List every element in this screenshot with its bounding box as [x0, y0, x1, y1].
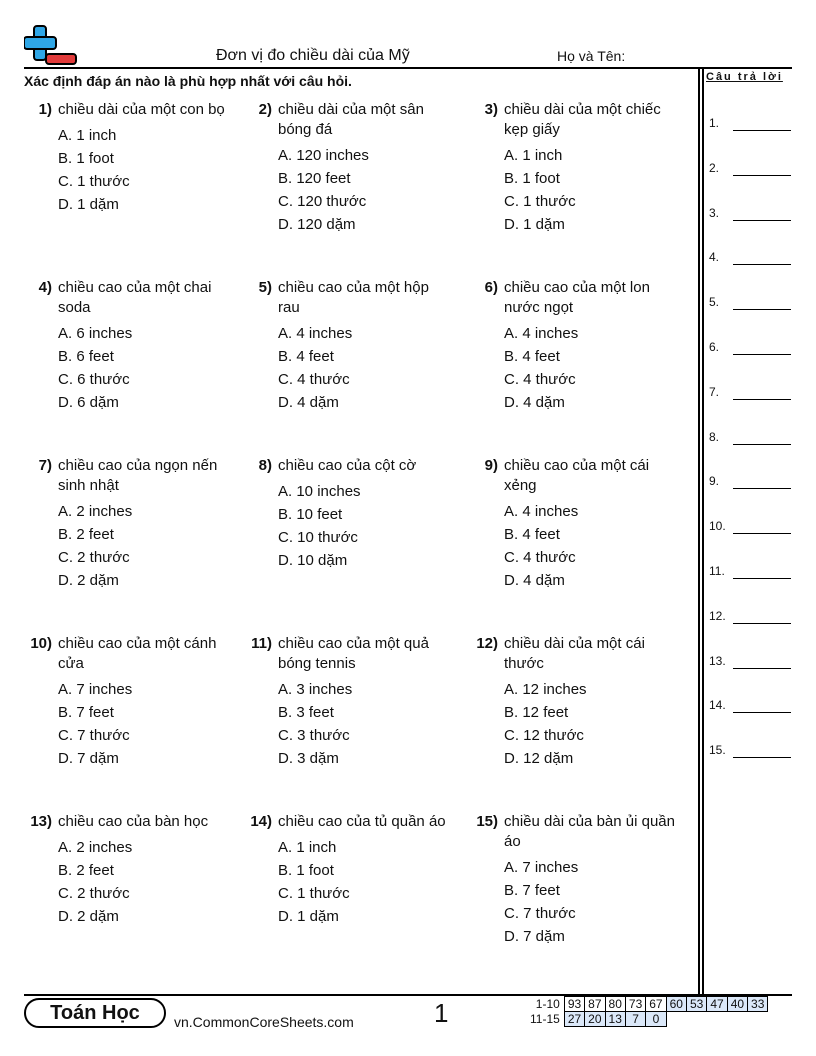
answer-option: D. 12 dặm [504, 750, 574, 767]
answer-option: A. 7 inches [58, 681, 133, 698]
answer-option: D. 6 dặm [58, 394, 119, 411]
score-range-label: 11-15 [530, 1012, 560, 1026]
answer-option: B. 120 feet [278, 170, 351, 187]
question-number: 8) [258, 457, 272, 474]
answer-number: 15. [709, 743, 726, 758]
header-rule [24, 67, 792, 69]
answer-option: B. 3 feet [278, 704, 334, 721]
question-stem: chiều cao của một lon nước ngọt [504, 279, 650, 316]
answer-blank[interactable] [733, 712, 791, 713]
answer-number: 7. [709, 384, 720, 399]
answer-number: 11. [709, 564, 725, 578]
answer-option: D. 4 dặm [504, 572, 565, 589]
question-7 [24, 456, 234, 591]
question-number: 13) [30, 813, 52, 830]
score-cell: 80 [605, 997, 625, 1012]
score-table [527, 996, 768, 1027]
site-url: vn.CommonCoreSheets.com [174, 1014, 354, 1030]
answer-number: 10. [709, 519, 726, 534]
answer-option: B. 4 feet [278, 348, 334, 365]
answer-option: D. 1 dặm [278, 908, 339, 925]
answer-option: A. 120 inches [278, 147, 369, 164]
page-number: 1 [434, 998, 449, 1028]
answer-blank[interactable] [733, 444, 791, 445]
answer-number: 14. [709, 698, 726, 713]
brand-badge: Toán Học [24, 998, 166, 1028]
answer-option: B. 7 feet [58, 704, 114, 721]
question-stem: chiều cao của cột cờ [278, 457, 417, 474]
question-stem: chiều dài của bàn ủi quần áo [504, 813, 675, 850]
question-stem: chiều cao của tủ quần áo [278, 813, 446, 830]
answer-number: 6. [709, 340, 720, 354]
answer-option: B. 2 feet [58, 526, 114, 543]
answer-blank[interactable] [733, 488, 791, 489]
answer-option: C. 12 thước [504, 727, 584, 744]
question-stem: chiều dài của một chiếc kẹp giấy [504, 101, 661, 138]
question-number: 6) [484, 279, 498, 296]
question-number: 10) [30, 635, 52, 652]
score-cell: 27 [564, 1012, 584, 1027]
answer-number: 9. [709, 474, 720, 489]
answer-option: C. 7 thước [58, 727, 130, 744]
question-stem: chiều cao của một hộp rau [278, 279, 429, 316]
question-stem: chiều cao của ngọn nến sinh nhật [58, 457, 218, 494]
answer-option: C. 4 thước [504, 549, 576, 566]
answer-number: 3. [709, 205, 720, 220]
answer-option: D. 4 dặm [278, 394, 339, 411]
answer-option: C. 4 thước [504, 371, 576, 388]
answer-option: A. 4 inches [504, 503, 579, 520]
answer-option: B. 6 feet [58, 348, 114, 365]
question-number: 2) [258, 101, 272, 118]
question-10 [24, 634, 234, 769]
question-number: 9) [484, 457, 498, 474]
answer-option: D. 10 dặm [278, 552, 348, 569]
score-cell: 87 [585, 997, 605, 1012]
score-row [527, 1012, 768, 1027]
answer-option: A. 2 inches [58, 503, 133, 520]
score-cell: 40 [727, 997, 747, 1012]
answer-blank[interactable] [733, 309, 791, 310]
question-6 [470, 278, 680, 413]
answer-option: D. 4 dặm [504, 394, 565, 411]
worksheet-title: Đơn vị đo chiều dài của Mỹ [216, 47, 410, 64]
answer-number: 4. [709, 250, 720, 265]
question-stem: chiều cao của một cánh cửa [58, 635, 217, 672]
question-stem: chiều cao của một chai soda [58, 279, 212, 316]
question-stem: chiều dài của một sân bóng đá [278, 101, 424, 138]
question-number: 14) [250, 813, 272, 830]
question-number: 4) [38, 279, 52, 296]
answer-blank[interactable] [733, 757, 791, 758]
answer-number: 1. [709, 116, 720, 130]
answer-option: A. 3 inches [278, 681, 353, 698]
answer-column-divider [702, 68, 704, 1012]
answer-option: C. 4 thước [278, 371, 350, 388]
answer-option: B. 10 feet [278, 506, 343, 523]
answer-column-header: Câu trả lời [706, 71, 783, 83]
score-cell: 20 [585, 1012, 605, 1027]
score-row [527, 997, 768, 1012]
question-number: 5) [258, 279, 272, 296]
answer-blank[interactable] [733, 399, 791, 400]
answer-option: D. 1 dặm [58, 196, 119, 213]
question-number: 11) [251, 635, 272, 652]
question-11 [244, 634, 454, 769]
question-8 [244, 456, 454, 571]
answer-number: 12. [709, 608, 726, 623]
answer-option: D. 2 dặm [58, 908, 119, 925]
score-cell: 93 [564, 997, 584, 1012]
question-number: 7) [38, 457, 52, 474]
score-cell: 60 [666, 997, 686, 1012]
question-number: 1) [38, 101, 52, 118]
score-cell: 0 [646, 1012, 666, 1027]
answer-option: B. 1 foot [58, 150, 114, 167]
answer-option: A. 4 inches [504, 325, 579, 342]
answer-option: D. 1 dặm [504, 216, 565, 233]
answer-option: C. 10 thước [278, 529, 358, 546]
score-cell: 13 [605, 1012, 625, 1027]
answer-option: C. 1 thước [58, 173, 130, 190]
answer-option: C. 2 thước [58, 549, 130, 566]
answer-number: 8. [709, 429, 720, 444]
answer-option: B. 4 feet [504, 348, 560, 365]
answer-option: B. 7 feet [504, 882, 560, 899]
answer-number: 5. [709, 295, 720, 310]
answer-option: D. 120 dặm [278, 216, 356, 233]
answer-number: 2. [709, 160, 720, 175]
answer-option: C. 1 thước [504, 193, 576, 210]
answer-option: C. 7 thước [504, 905, 576, 922]
answer-option: B. 1 foot [278, 862, 334, 879]
question-15 [470, 812, 680, 947]
answer-option: B. 4 feet [504, 526, 560, 543]
question-14 [244, 812, 454, 927]
answer-blank[interactable] [733, 264, 791, 265]
answer-option: D. 3 dặm [278, 750, 339, 767]
score-cell: 67 [646, 997, 666, 1012]
answer-option: A. 7 inches [504, 859, 579, 876]
score-range-label: 1-10 [535, 997, 560, 1011]
answer-column-divider [698, 68, 700, 1012]
question-stem: chiều cao của bàn học [58, 813, 209, 830]
question-stem: chiều dài của một cái thước [504, 635, 645, 672]
question-9 [470, 456, 680, 591]
answer-blank[interactable] [733, 533, 791, 534]
question-stem: chiều cao của một quả bóng tennis [278, 635, 429, 672]
answer-option: C. 120 thước [278, 193, 367, 210]
question-3 [470, 100, 680, 235]
answer-option: B. 12 feet [504, 704, 569, 721]
score-cell: 33 [748, 997, 768, 1012]
answer-blank[interactable] [733, 668, 791, 669]
answer-number: 13. [709, 653, 726, 668]
answer-option: A. 1 inch [58, 127, 117, 144]
answer-option: D. 2 dặm [58, 572, 119, 589]
answer-option: B. 2 feet [58, 862, 114, 879]
answer-option: A. 2 inches [58, 839, 133, 856]
question-12 [470, 634, 680, 769]
answer-option: C. 3 thước [278, 727, 350, 744]
answer-option: A. 12 inches [504, 681, 587, 698]
instructions: Xác định đáp án nào là phù hợp nhất với câu hỏi. [24, 73, 352, 89]
question-13 [24, 812, 234, 927]
answer-option: A. 4 inches [278, 325, 353, 342]
answer-option: B. 1 foot [504, 170, 560, 187]
score-cell: 7 [625, 1012, 645, 1027]
question-1 [24, 100, 234, 215]
question-2 [244, 100, 454, 235]
answer-option: C. 2 thước [58, 885, 130, 902]
question-5 [244, 278, 454, 413]
answer-option: D. 7 dặm [58, 750, 119, 767]
answer-option: C. 1 thước [278, 885, 350, 902]
question-number: 3) [484, 101, 498, 118]
answer-option: C. 6 thước [58, 371, 130, 388]
answer-blank[interactable] [733, 354, 791, 355]
answer-blank[interactable] [733, 130, 791, 131]
question-4 [24, 278, 234, 413]
answer-option: D. 7 dặm [504, 928, 565, 945]
question-number: 12) [476, 635, 498, 652]
answer-option: A. 6 inches [58, 325, 133, 342]
name-field-label: Họ và Tên: [557, 48, 626, 64]
score-cell: 53 [686, 997, 706, 1012]
answer-option: A. 10 inches [278, 483, 361, 500]
question-stem: chiều cao của một cái xẻng [504, 457, 650, 494]
answer-blank[interactable] [733, 220, 791, 221]
math-logo-icon [24, 24, 78, 68]
score-cell: 73 [625, 997, 645, 1012]
question-stem: chiều dài của một con bọ [58, 101, 225, 118]
answer-option: A. 1 inch [504, 147, 563, 164]
answer-blank[interactable] [733, 623, 791, 624]
answer-blank[interactable] [733, 175, 791, 176]
score-cell: 47 [707, 997, 727, 1012]
answer-blank[interactable] [733, 578, 791, 579]
question-number: 15) [476, 813, 498, 830]
answer-option: A. 1 inch [278, 839, 337, 856]
